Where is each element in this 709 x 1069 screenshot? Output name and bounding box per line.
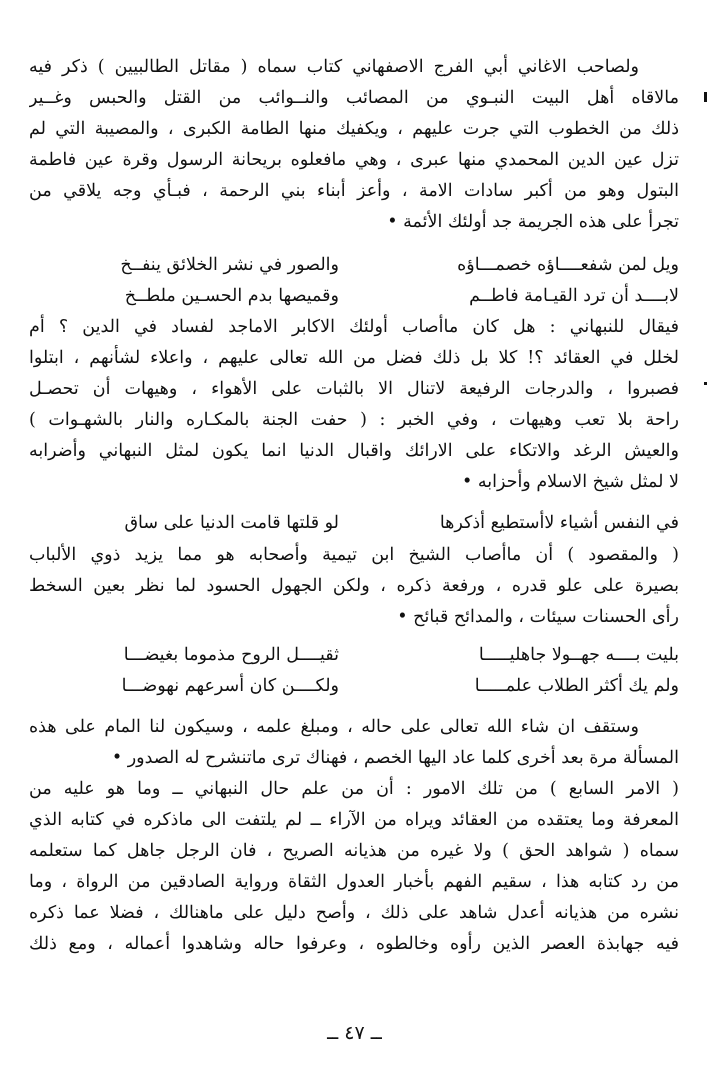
- page-number: ــ ٤٧ ــ: [327, 1022, 382, 1044]
- verse-hemistich-second: والصور في نشر الخلائق ينفــخ: [120, 255, 339, 275]
- verse-hemistich-first: ويل لمن شفعــــاؤه خصمـــاؤه: [457, 255, 679, 275]
- verse-hemistich-first: بليت بــــه جهــولا جاهليـــــا: [478, 645, 679, 665]
- text-line: المسألة مرة بعد أخرى كلما عاد اليها الخصم ، فهناك ترى ماتنشرح له الصدور •: [111, 748, 679, 768]
- text-line: ذلك من الخطوب التي جرت عليهم ، ويكفيك منها الطامة الكبرى ، والمصيبة التي لم: [29, 119, 679, 139]
- verse-hemistich-first: لابــــد أن ترد القيـامة فاطــم: [469, 286, 679, 306]
- text-line: ( الامر السابع ) من تلك الامور : أن من علم حال النبهاني ــ وما هو عليه من: [29, 779, 679, 799]
- text-line: لخلل في العقائد ؟! كلا بل ذلك فضل من الله تعالى عليهم ، واعلاء لشأنهم ، ابتلوا: [29, 348, 679, 368]
- text-line: والعيش الرغد والاتكاء على الارائك واقبال الدنيا انما يكون لمثل النبهاني وأضرابه: [29, 441, 679, 461]
- verse-hemistich-second: ولكــــن كان أسرعهم نهوضـــا: [121, 676, 339, 696]
- text-line: تجرأ على هذه الجريمة جد أولئك الأئمة •: [387, 212, 679, 232]
- text-line: وستقف ان شاء الله تعالى على حاله ، ومبلغ علمه ، وسيكون لنا المام على هذه: [29, 717, 639, 737]
- text-line: المعرفة وما يعتقده من العقائد ويراه من الآراء ــ لم يلتفت الى ماذكره في كتابه الذي: [29, 810, 679, 830]
- margin-mark: [704, 382, 707, 385]
- text-line: البتول وهو من أكبر سادات الامة ، وأعز أبناء بني الرحمة ، فبـأي وجه يلاقي من: [29, 181, 679, 201]
- text-line: ( والمقصود ) أن ماأصاب الشيخ ابن تيمية وأصحابه هو مما يزيد ذوي الألباب: [29, 545, 679, 565]
- text-line: فيقال للنبهاني : هل كان ماأصاب أولئك الاكابر الاماجد لفساد في الدين ؟ أم: [29, 317, 679, 337]
- verse-hemistich-first: ولم يك أكثر الطلاب علمـــــا: [474, 676, 679, 696]
- text-line: نشره من هذيانه أعدل شاهد على ذلك ، وأصح دليل على ماهنالك ، فضلا عما ذكره: [29, 903, 679, 923]
- text-line: راحة بلا تعب وهيهات ، وفي الخبر : ( حفت الجنة بالمكـاره والنار بالشهـوات ): [29, 410, 679, 430]
- text-line: سماه ( شواهد الحق ) ولا غيره من هذيانه الصريح ، فان الرجل جاهل كما ستعلمه: [29, 841, 679, 861]
- text-line: مالاقاه أهل البيت النبـوي من المصائب والنــوائب من القتل والحبس وغــير: [29, 88, 679, 108]
- text-line: فيه جهابذة العصر الذين رأوه وخالطوه ، وعرفوا حاله وشاهدوا أعماله ، ومع ذلك: [29, 934, 679, 954]
- text-line: من رد كتابه هذا ، سقيم الفهم بأخبار العدول الثقاة ورواية الصادقين من الرواة ، وما: [29, 872, 679, 892]
- text-line: لا لمثل شيخ الاسلام وأحزابه •: [461, 472, 679, 492]
- text-line: تزل عين الدين المحمدي منها عبرى ، وهي مافعلوه بريحانة الرسول وقرة عين فاطمة: [29, 150, 679, 170]
- verse-hemistich-first: في النفس أشياء لاأستطيع أذكرها: [439, 513, 679, 533]
- text-line: فصبروا ، والدرجات الرفيعة لاتنال الا بالثبات على الأهواء ، وهيهات أن تحصـل: [29, 379, 679, 399]
- text-line: رأى الحسنات سيئات ، والمدائح قبائح •: [397, 607, 679, 627]
- margin-mark: [704, 92, 707, 102]
- verse-hemistich-second: لو قلتها قامت الدنيا على ساق: [124, 513, 339, 533]
- text-line: بصيرة على علو قدره ، ورفعة ذكره ، ولكن الجهول الحسود لما نظر بعين السخط: [29, 576, 679, 596]
- verse-hemistich-second: وقميصها بدم الحسـين ملطــخ: [124, 286, 339, 306]
- text-line: ولصاحب الاغاني أبي الفرج الاصفهاني كتاب سماه ( مقاتل الطالبيين ) ذكر فيه: [29, 57, 639, 77]
- verse-hemistich-second: ثقيــــل الروح مذموما بغيضـــا: [123, 645, 339, 665]
